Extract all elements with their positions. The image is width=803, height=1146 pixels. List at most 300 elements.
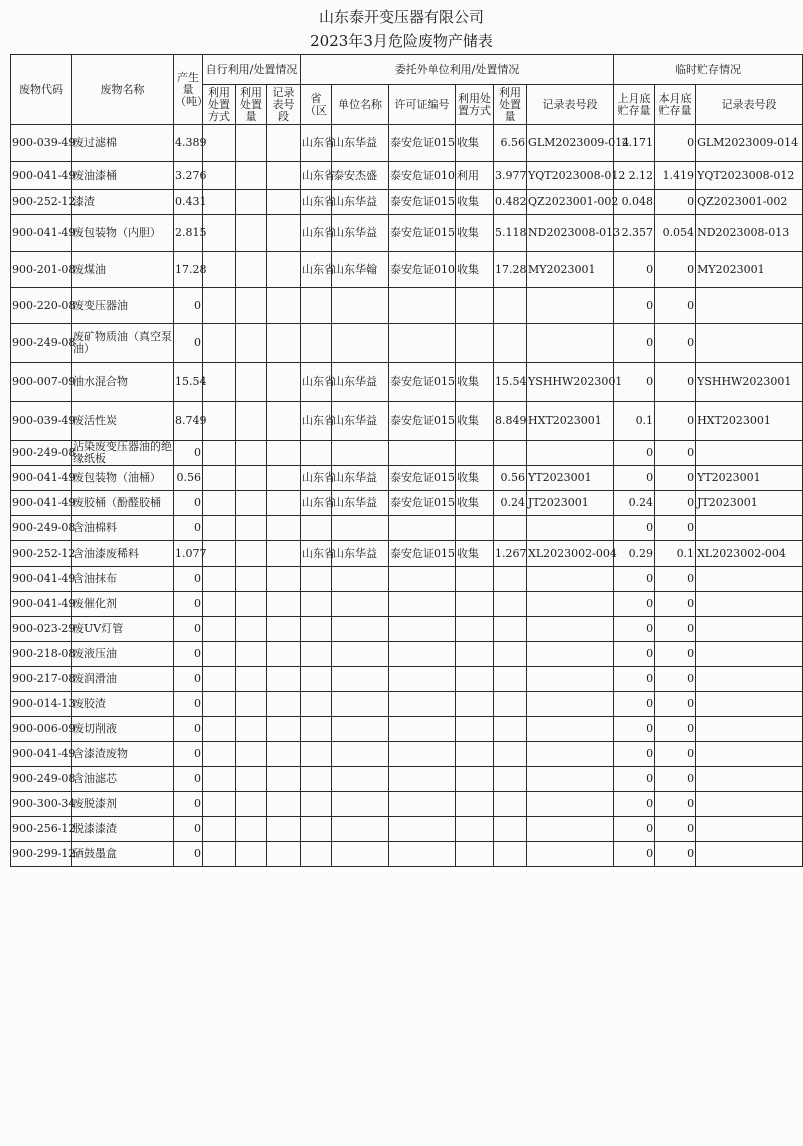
cell-last: 0 — [614, 817, 655, 842]
cell-qty — [494, 742, 527, 767]
cell-record — [527, 567, 614, 592]
header-amount: 产生量（吨） — [174, 55, 203, 125]
cell-record — [527, 792, 614, 817]
cell-license — [389, 324, 456, 363]
cell-unit: 山东华益 — [332, 190, 389, 215]
cell-name: 废变压器油 — [72, 288, 174, 324]
cell-record: GLM2023009-014 — [527, 125, 614, 162]
cell-qty: 5.118 — [494, 215, 527, 252]
cell-this: 0 — [655, 642, 696, 667]
cell-name: 硒鼓墨盒 — [72, 842, 174, 867]
cell-prov — [301, 516, 332, 541]
cell-prov: 山东省 — [301, 162, 332, 190]
cell-unit: 山东华益 — [332, 125, 389, 162]
cell-empty — [267, 252, 301, 288]
cell-trec — [696, 692, 803, 717]
cell-code: 900-039-49 — [11, 125, 72, 162]
cell-license: 泰安危证015 — [389, 402, 456, 441]
cell-code: 900-299-12 — [11, 842, 72, 867]
cell-qty: 6.56 — [494, 125, 527, 162]
cell-license: 泰安危证015 — [389, 190, 456, 215]
cell-empty — [203, 288, 236, 324]
cell-trec: GLM2023009-014 — [696, 125, 803, 162]
cell-this: 0 — [655, 592, 696, 617]
cell-last: 0.29 — [614, 541, 655, 567]
header-tmp-group: 临时贮存情况 — [614, 55, 803, 85]
table-row — [11, 692, 803, 717]
cell-empty — [267, 617, 301, 642]
cell-code: 900-300-34 — [11, 792, 72, 817]
cell-amount: 4.389 — [174, 125, 203, 162]
cell-qty — [494, 617, 527, 642]
cell-empty — [236, 215, 267, 252]
cell-empty — [267, 692, 301, 717]
cell-empty — [267, 162, 301, 190]
cell-empty — [267, 125, 301, 162]
cell-record — [527, 617, 614, 642]
cell-method — [456, 324, 494, 363]
cell-name: 脱漆漆渣 — [72, 817, 174, 842]
cell-record: ND2023008-013 — [527, 215, 614, 252]
cell-empty — [267, 592, 301, 617]
cell-license: 泰安危证015 — [389, 491, 456, 516]
cell-prov — [301, 742, 332, 767]
cell-code: 900-217-08 — [11, 667, 72, 692]
cell-trec — [696, 667, 803, 692]
table-row — [11, 252, 803, 288]
cell-empty — [203, 767, 236, 792]
cell-record: YSHHW2023001 — [527, 363, 614, 402]
cell-last: 0.24 — [614, 491, 655, 516]
cell-amount: 0 — [174, 288, 203, 324]
cell-empty — [203, 252, 236, 288]
cell-unit — [332, 767, 389, 792]
cell-method — [456, 842, 494, 867]
header-ext-method: 利用处置方式 — [456, 85, 494, 125]
cell-unit: 山东华益 — [332, 402, 389, 441]
cell-last: 0 — [614, 567, 655, 592]
cell-amount: 0 — [174, 717, 203, 742]
cell-unit — [332, 717, 389, 742]
cell-empty — [203, 162, 236, 190]
cell-this: 0 — [655, 717, 696, 742]
cell-empty — [236, 742, 267, 767]
cell-empty — [203, 190, 236, 215]
cell-amount: 0 — [174, 324, 203, 363]
cell-license — [389, 516, 456, 541]
cell-last: 0 — [614, 767, 655, 792]
cell-prov — [301, 817, 332, 842]
cell-license — [389, 667, 456, 692]
cell-unit — [332, 617, 389, 642]
table-row — [11, 516, 803, 541]
cell-empty — [236, 402, 267, 441]
cell-method — [456, 742, 494, 767]
cell-license — [389, 842, 456, 867]
cell-record — [527, 592, 614, 617]
cell-empty — [203, 567, 236, 592]
cell-code: 900-249-08 — [11, 516, 72, 541]
cell-this: 0 — [655, 516, 696, 541]
cell-license: 泰安危证015 — [389, 466, 456, 491]
cell-empty — [236, 363, 267, 402]
cell-this: 0 — [655, 817, 696, 842]
cell-empty — [203, 717, 236, 742]
cell-empty — [203, 402, 236, 441]
cell-prov — [301, 617, 332, 642]
cell-unit — [332, 792, 389, 817]
cell-last: 0 — [614, 692, 655, 717]
cell-trec: YT2023001 — [696, 466, 803, 491]
cell-unit — [332, 642, 389, 667]
cell-last: 0 — [614, 717, 655, 742]
cell-trec — [696, 717, 803, 742]
header-code: 废物代码 — [11, 55, 72, 125]
cell-empty — [203, 466, 236, 491]
cell-last: 0 — [614, 592, 655, 617]
cell-empty — [236, 817, 267, 842]
cell-empty — [236, 767, 267, 792]
cell-name: 废胶桶（酚醛胶桶 — [72, 491, 174, 516]
cell-record: JT2023001 — [527, 491, 614, 516]
cell-trec — [696, 441, 803, 466]
header-ext-license: 许可证编号 — [389, 85, 456, 125]
cell-code: 900-252-12 — [11, 190, 72, 215]
cell-empty — [203, 592, 236, 617]
cell-empty — [236, 842, 267, 867]
cell-license: 泰安危证010 — [389, 252, 456, 288]
header-self-qty: 利用处置量 — [236, 85, 267, 125]
cell-unit — [332, 441, 389, 466]
cell-qty — [494, 842, 527, 867]
cell-this: 0 — [655, 491, 696, 516]
table-row — [11, 742, 803, 767]
cell-empty — [267, 215, 301, 252]
cell-qty: 3.977 — [494, 162, 527, 190]
cell-trec — [696, 742, 803, 767]
cell-license: 泰安危证015 — [389, 541, 456, 567]
cell-amount: 0 — [174, 592, 203, 617]
table-row — [11, 215, 803, 252]
cell-license — [389, 567, 456, 592]
cell-empty — [236, 617, 267, 642]
cell-method: 收集 — [456, 363, 494, 402]
cell-last: 0 — [614, 324, 655, 363]
cell-record — [527, 441, 614, 466]
cell-name: 废催化剂 — [72, 592, 174, 617]
cell-prov: 山东省 — [301, 252, 332, 288]
cell-trec — [696, 617, 803, 642]
cell-record — [527, 717, 614, 742]
cell-code: 900-041-49 — [11, 466, 72, 491]
cell-prov: 山东省 — [301, 215, 332, 252]
cell-code: 900-039-49 — [11, 402, 72, 441]
cell-license: 泰安危证015 — [389, 363, 456, 402]
cell-this: 0.1 — [655, 541, 696, 567]
cell-license — [389, 742, 456, 767]
table-row — [11, 617, 803, 642]
header-self-group: 自行利用/处置情况 — [203, 55, 301, 85]
cell-name: 含油滤芯 — [72, 767, 174, 792]
cell-last: 0.048 — [614, 190, 655, 215]
cell-empty — [203, 642, 236, 667]
cell-method — [456, 567, 494, 592]
cell-code: 900-220-08 — [11, 288, 72, 324]
cell-method — [456, 288, 494, 324]
cell-empty — [236, 541, 267, 567]
cell-prov: 山东省 — [301, 402, 332, 441]
cell-last: 0 — [614, 252, 655, 288]
cell-name: 废油漆桶 — [72, 162, 174, 190]
cell-this: 0 — [655, 125, 696, 162]
cell-last: 2.357 — [614, 215, 655, 252]
cell-unit: 泰安杰盛 — [332, 162, 389, 190]
cell-qty — [494, 767, 527, 792]
cell-trec: MY2023001 — [696, 252, 803, 288]
cell-method — [456, 642, 494, 667]
cell-unit: 山东华益 — [332, 215, 389, 252]
cell-name: 含油棉料 — [72, 516, 174, 541]
cell-unit: 山东华益 — [332, 541, 389, 567]
cell-empty — [267, 363, 301, 402]
cell-record: XL2023002-004 — [527, 541, 614, 567]
cell-code: 900-014-13 — [11, 692, 72, 717]
cell-empty — [267, 767, 301, 792]
company-name: 山东泰开变压器有限公司 — [318, 8, 484, 26]
cell-method — [456, 767, 494, 792]
cell-this: 0 — [655, 441, 696, 466]
header-ext-unit: 单位名称 — [332, 85, 389, 125]
header-name: 废物名称 — [72, 55, 174, 125]
cell-record: MY2023001 — [527, 252, 614, 288]
cell-unit — [332, 592, 389, 617]
cell-record: QZ2023001-002 — [527, 190, 614, 215]
cell-qty — [494, 717, 527, 742]
cell-last: 0 — [614, 441, 655, 466]
cell-method: 收集 — [456, 466, 494, 491]
cell-method — [456, 717, 494, 742]
cell-name: 含油抹布 — [72, 567, 174, 592]
cell-empty — [267, 516, 301, 541]
cell-method — [456, 667, 494, 692]
cell-code: 900-252-12 — [11, 541, 72, 567]
cell-license: 泰安危证010 — [389, 162, 456, 190]
cell-this: 1.419 — [655, 162, 696, 190]
cell-empty — [267, 190, 301, 215]
cell-trec — [696, 592, 803, 617]
header-tmp-last: 上月底贮存量 — [614, 85, 655, 125]
cell-empty — [267, 842, 301, 867]
cell-empty — [203, 817, 236, 842]
cell-prov — [301, 441, 332, 466]
cell-prov — [301, 288, 332, 324]
cell-amount: 0 — [174, 516, 203, 541]
cell-amount: 15.54 — [174, 363, 203, 402]
cell-record — [527, 742, 614, 767]
cell-name: 漆渣 — [72, 190, 174, 215]
cell-record: YQT2023008-012 — [527, 162, 614, 190]
cell-qty — [494, 441, 527, 466]
cell-empty — [236, 441, 267, 466]
table-row — [11, 767, 803, 792]
cell-code: 900-041-49 — [11, 567, 72, 592]
cell-empty — [267, 717, 301, 742]
cell-trec — [696, 817, 803, 842]
cell-last: 0 — [614, 288, 655, 324]
cell-license — [389, 288, 456, 324]
cell-record: YT2023001 — [527, 466, 614, 491]
table-row — [11, 817, 803, 842]
cell-qty — [494, 288, 527, 324]
table-row — [11, 441, 803, 466]
cell-code: 900-249-08 — [11, 441, 72, 466]
cell-method — [456, 441, 494, 466]
cell-unit — [332, 324, 389, 363]
cell-last: 0 — [614, 642, 655, 667]
cell-prov — [301, 717, 332, 742]
cell-amount: 0 — [174, 767, 203, 792]
cell-this: 0 — [655, 190, 696, 215]
cell-amount: 8.749 — [174, 402, 203, 441]
table-row — [11, 592, 803, 617]
cell-prov: 山东省 — [301, 466, 332, 491]
cell-this: 0 — [655, 667, 696, 692]
cell-prov: 山东省 — [301, 541, 332, 567]
cell-amount: 0.431 — [174, 190, 203, 215]
table-row — [11, 642, 803, 667]
cell-empty — [236, 491, 267, 516]
cell-trec — [696, 792, 803, 817]
cell-amount: 0 — [174, 441, 203, 466]
cell-prov — [301, 667, 332, 692]
header-tmp-record: 记录表号段 — [696, 85, 803, 125]
cell-qty — [494, 692, 527, 717]
cell-record — [527, 667, 614, 692]
cell-license: 泰安危证015 — [389, 215, 456, 252]
table-row — [11, 842, 803, 867]
cell-qty — [494, 667, 527, 692]
cell-empty — [203, 215, 236, 252]
cell-qty: 8.849 — [494, 402, 527, 441]
cell-prov — [301, 592, 332, 617]
cell-name: 废过滤棉 — [72, 125, 174, 162]
cell-amount: 17.28 — [174, 252, 203, 288]
cell-unit: 山东华益 — [332, 363, 389, 402]
cell-record — [527, 817, 614, 842]
cell-name: 废UV灯管 — [72, 617, 174, 642]
cell-amount: 0 — [174, 667, 203, 692]
cell-license — [389, 441, 456, 466]
cell-method — [456, 792, 494, 817]
cell-empty — [236, 125, 267, 162]
cell-method: 利用 — [456, 162, 494, 190]
cell-empty — [267, 667, 301, 692]
cell-this: 0.054 — [655, 215, 696, 252]
cell-prov — [301, 767, 332, 792]
header-ext-province: 省（区 — [301, 85, 332, 125]
cell-code: 900-041-49 — [11, 162, 72, 190]
cell-empty — [267, 642, 301, 667]
cell-empty — [236, 288, 267, 324]
cell-last: 0 — [614, 363, 655, 402]
cell-qty: 15.54 — [494, 363, 527, 402]
table-row — [11, 667, 803, 692]
cell-prov — [301, 692, 332, 717]
cell-unit: 山东华翰 — [332, 252, 389, 288]
cell-amount: 0 — [174, 567, 203, 592]
cell-empty — [236, 717, 267, 742]
cell-license — [389, 792, 456, 817]
cell-qty — [494, 592, 527, 617]
cell-trec: ND2023008-013 — [696, 215, 803, 252]
cell-qty: 1.267 — [494, 541, 527, 567]
cell-qty — [494, 817, 527, 842]
cell-empty — [236, 667, 267, 692]
header-self-record: 记录表号段 — [267, 85, 301, 125]
cell-amount: 0 — [174, 491, 203, 516]
cell-method — [456, 516, 494, 541]
cell-empty — [267, 742, 301, 767]
table-row — [11, 162, 803, 190]
table-row — [11, 288, 803, 324]
cell-method — [456, 617, 494, 642]
cell-empty — [267, 324, 301, 363]
cell-prov: 山东省 — [301, 491, 332, 516]
cell-empty — [203, 125, 236, 162]
cell-unit — [332, 742, 389, 767]
cell-name: 废活性炭 — [72, 402, 174, 441]
cell-record — [527, 516, 614, 541]
cell-method: 收集 — [456, 190, 494, 215]
cell-license — [389, 717, 456, 742]
cell-last: 0 — [614, 792, 655, 817]
cell-this: 0 — [655, 288, 696, 324]
cell-empty — [203, 792, 236, 817]
cell-empty — [203, 541, 236, 567]
cell-empty — [267, 491, 301, 516]
cell-trec: HXT2023001 — [696, 402, 803, 441]
cell-code: 900-041-49 — [11, 491, 72, 516]
cell-trec: QZ2023001-002 — [696, 190, 803, 215]
cell-license — [389, 642, 456, 667]
cell-code: 900-201-08 — [11, 252, 72, 288]
table-row — [11, 491, 803, 516]
cell-this: 0 — [655, 692, 696, 717]
cell-amount: 0 — [174, 642, 203, 667]
cell-code: 900-218-08 — [11, 642, 72, 667]
cell-qty: 0.24 — [494, 491, 527, 516]
cell-method — [456, 817, 494, 842]
cell-license: 泰安危证015 — [389, 125, 456, 162]
cell-empty — [236, 792, 267, 817]
cell-amount: 0 — [174, 692, 203, 717]
cell-empty — [267, 402, 301, 441]
cell-code: 900-041-49 — [11, 215, 72, 252]
report-title: 2023年3月危险废物产储表 — [310, 32, 493, 50]
cell-prov — [301, 792, 332, 817]
cell-empty — [203, 842, 236, 867]
cell-empty — [203, 324, 236, 363]
table-row — [11, 541, 803, 567]
cell-last: 2.12 — [614, 162, 655, 190]
cell-trec — [696, 642, 803, 667]
cell-trec — [696, 324, 803, 363]
cell-record: HXT2023001 — [527, 402, 614, 441]
cell-unit — [332, 842, 389, 867]
cell-method — [456, 592, 494, 617]
cell-name: 沾染废变压器油的绝缘纸板 — [73, 440, 172, 465]
cell-last: 0 — [614, 842, 655, 867]
